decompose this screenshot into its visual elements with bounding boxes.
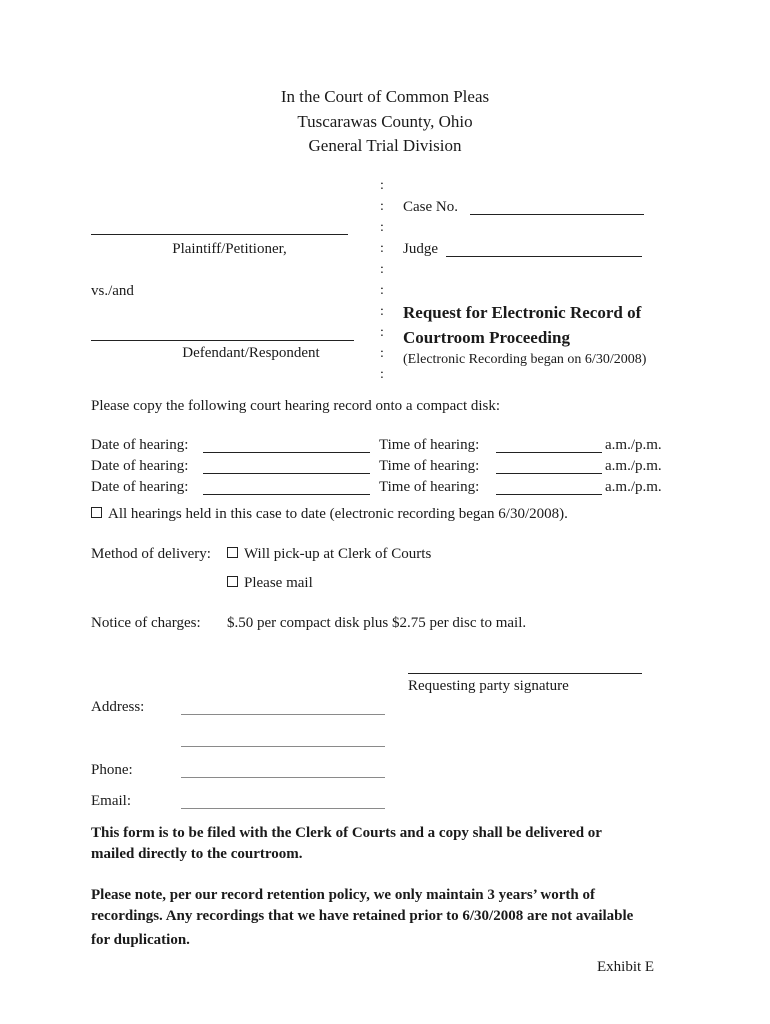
ampm-label: a.m./p.m. <box>605 479 662 495</box>
charges-text: $.50 per compact disk plus $2.75 per disc to mail. <box>227 615 527 631</box>
pickup-label: Will pick-up at Clerk of Courts <box>244 546 432 562</box>
filing-notice-line2: mailed directly to the courtroom. <box>91 846 303 862</box>
address-label: Address: <box>91 699 145 715</box>
retention-notice-line1: Please note, per our record retention policy, we only maintain 3 years’ worth of <box>91 887 595 903</box>
form-title-line2: Courtroom Proceeding <box>403 328 570 347</box>
email-field[interactable] <box>181 808 385 809</box>
signature-line[interactable] <box>408 673 642 674</box>
time-field[interactable] <box>496 473 602 474</box>
retention-notice-line2: recordings. Any recordings that we have retained prior to 6/30/2008 are not available <box>91 908 634 924</box>
date-field[interactable] <box>203 473 370 474</box>
delivery-label: Method of delivery: <box>91 546 211 562</box>
email-label: Email: <box>91 793 131 809</box>
signature-label: Requesting party signature <box>408 678 569 694</box>
date-field[interactable] <box>203 452 370 453</box>
charges-label: Notice of charges: <box>91 615 201 631</box>
county-name: Tuscarawas County, Ohio <box>297 112 473 131</box>
time-label: Time of hearing: <box>379 479 480 495</box>
defendant-name-line[interactable] <box>91 340 354 341</box>
all-hearings-checkbox[interactable] <box>91 507 102 518</box>
defendant-label: Defendant/Respondent <box>182 345 320 361</box>
exhibit-label: Exhibit E <box>597 959 655 975</box>
mail-option[interactable] <box>227 575 313 592</box>
plaintiff-name-line[interactable] <box>91 234 348 235</box>
date-field[interactable] <box>203 494 370 495</box>
ampm-label: a.m./p.m. <box>605 458 662 474</box>
pickup-option[interactable] <box>227 546 431 563</box>
phone-field[interactable] <box>181 777 385 778</box>
court-name: In the Court of Common Pleas <box>280 87 490 106</box>
address-field-2[interactable] <box>181 746 385 747</box>
mail-label: Please mail <box>244 575 313 591</box>
plaintiff-label: Plaintiff/Petitioner, <box>172 241 287 257</box>
form-title-line1: Request for Electronic Record of <box>403 303 642 322</box>
address-field-1[interactable] <box>181 714 385 715</box>
intro-text: Please copy the following court hearing record onto a compact disk: <box>91 398 501 414</box>
phone-label: Phone: <box>91 762 133 778</box>
all-hearings-option[interactable] <box>91 506 568 523</box>
form-subtitle: (Electronic Recording began on 6/30/2008) <box>403 352 647 367</box>
date-label: Date of hearing: <box>91 437 189 453</box>
judge-field[interactable] <box>446 256 642 257</box>
pickup-checkbox[interactable] <box>227 547 238 558</box>
filing-notice-line1: This form is to be filed with the Clerk of Courts and a copy shall be delivered or <box>91 825 602 841</box>
retention-notice-line3: for duplication. <box>91 932 190 948</box>
judge-label: Judge <box>403 241 438 257</box>
time-label: Time of hearing: <box>379 437 480 453</box>
mail-checkbox[interactable] <box>227 576 238 587</box>
time-label: Time of hearing: <box>379 458 480 474</box>
date-label: Date of hearing: <box>91 479 189 495</box>
time-field[interactable] <box>496 452 602 453</box>
ampm-label: a.m./p.m. <box>605 437 662 453</box>
all-hearings-label: All hearings held in this case to date (electronic recording began 6/30/2008). <box>108 506 568 522</box>
case-no-field[interactable] <box>470 214 644 215</box>
case-no-label: Case No. <box>403 199 458 215</box>
division-name: General Trial Division <box>308 136 462 155</box>
date-label: Date of hearing: <box>91 458 189 474</box>
time-field[interactable] <box>496 494 602 495</box>
vs-label: vs./and <box>91 283 134 299</box>
